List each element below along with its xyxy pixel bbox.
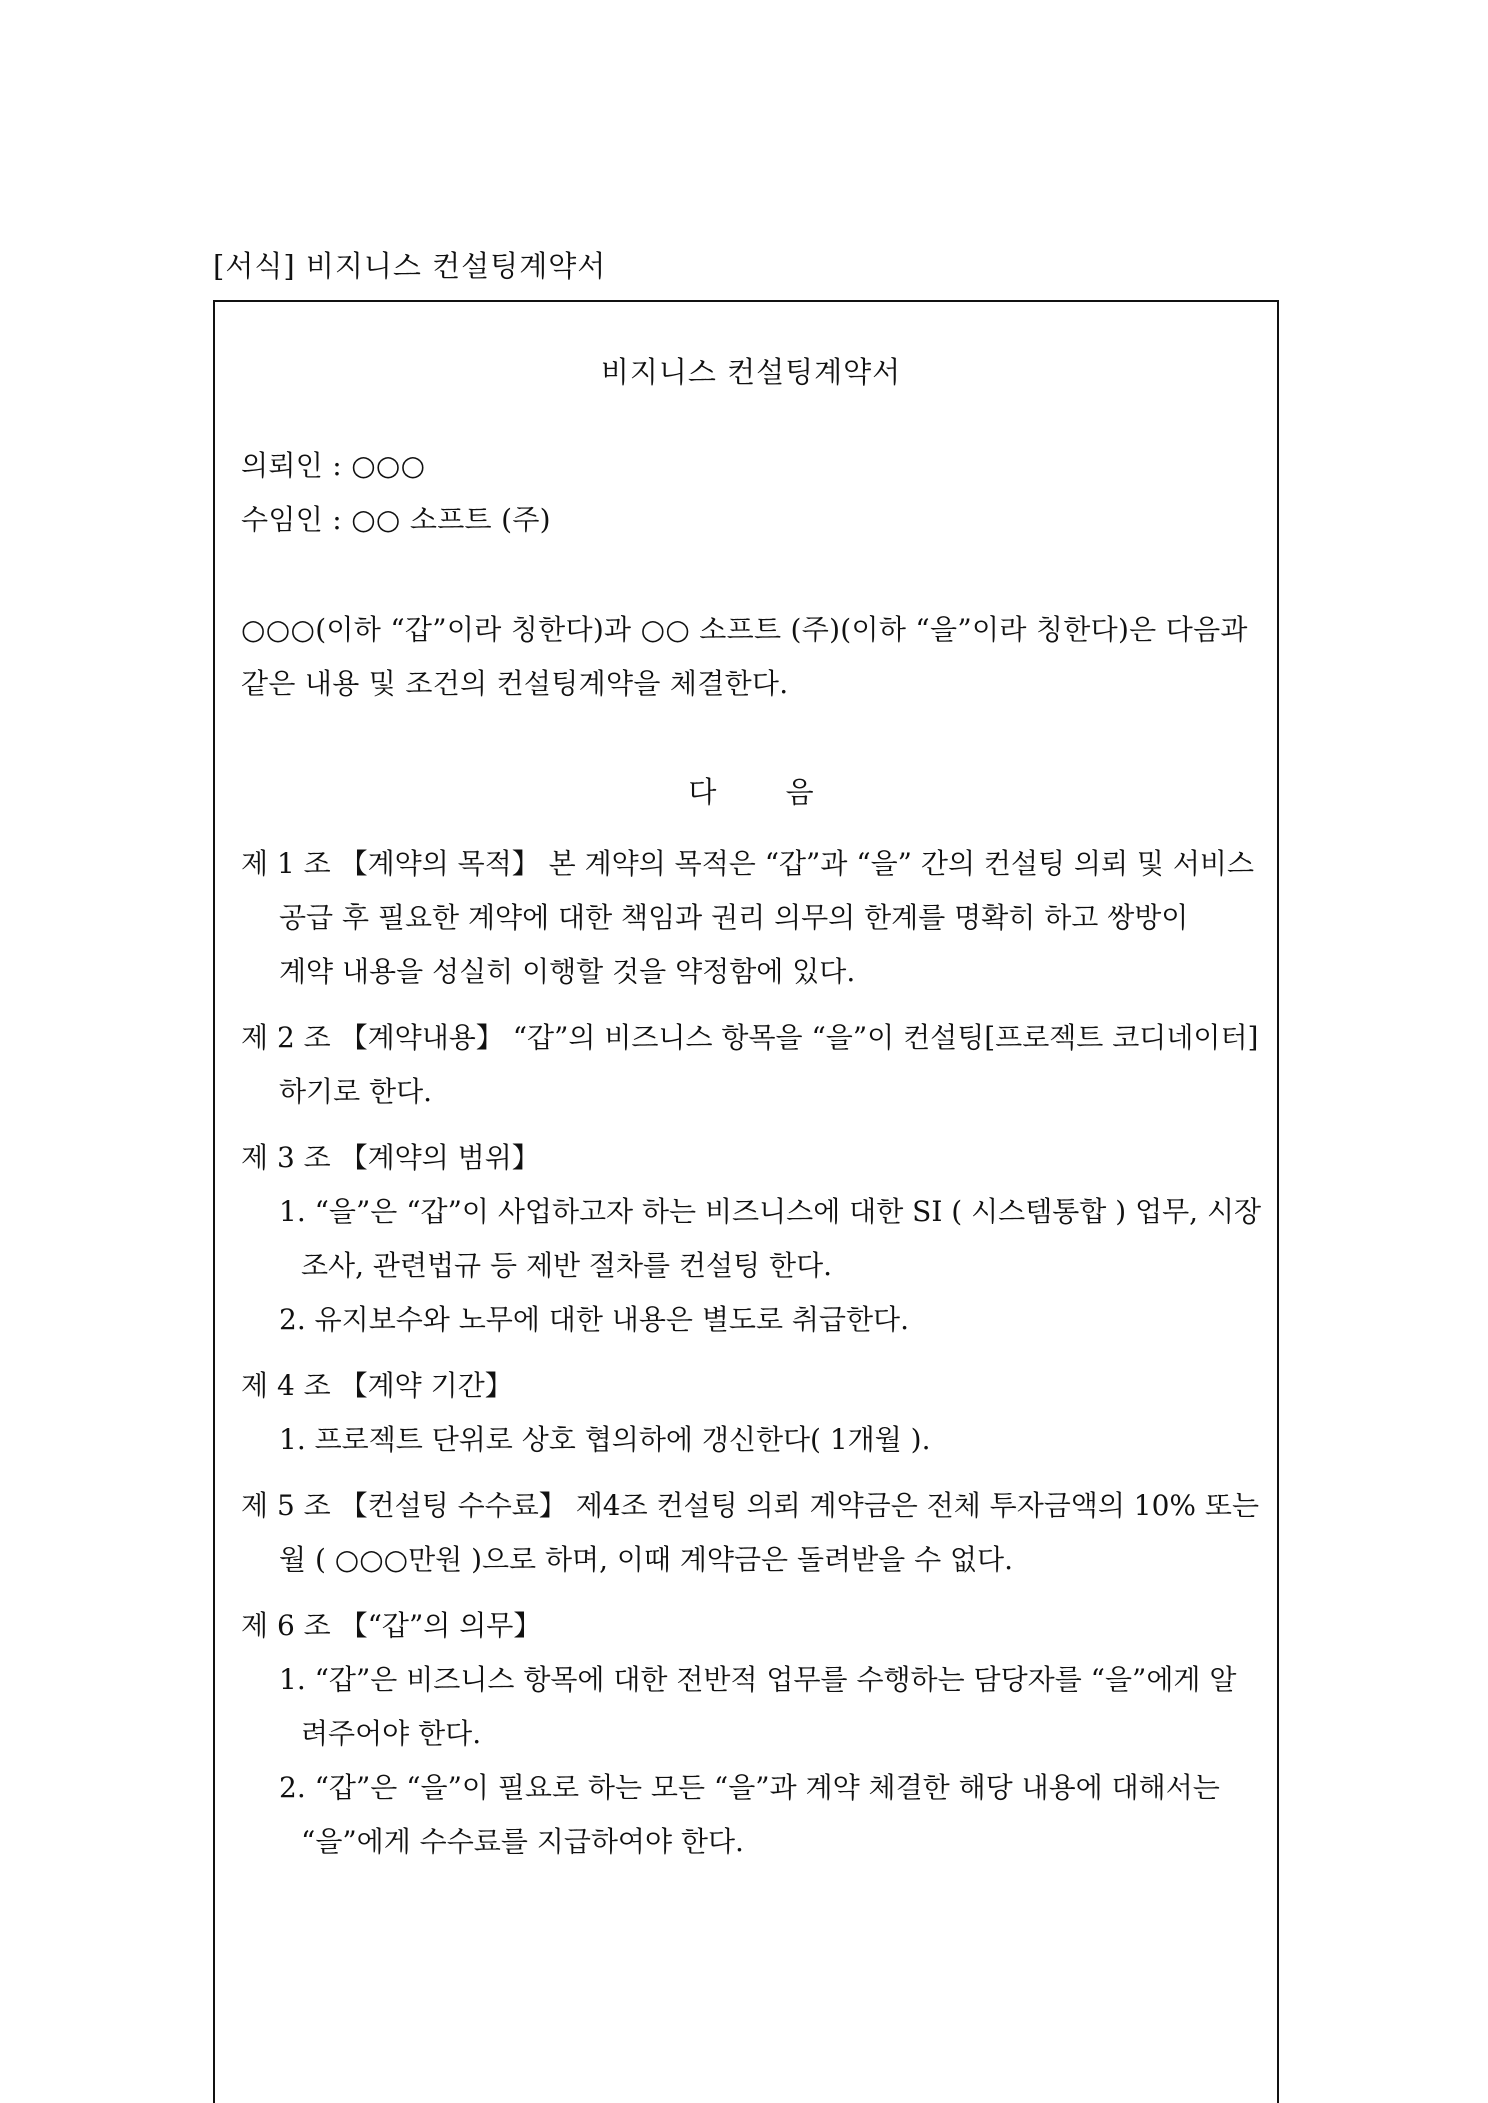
article-line: 2. “갑”은 “을”이 필요로 하는 모든 “을”과 계약 체결한 해당 내용에 대해서는 [279,1771,1220,1804]
preamble-line: 같은 내용 및 조건의 컨설팅계약을 체결한다. [241,667,789,700]
article-line: 2. 유지보수와 노무에 대한 내용은 별도로 취급한다. [279,1303,909,1336]
article-line: 공급 후 필요한 계약에 대한 책임과 권리 의무의 한계를 명확히 하고 쌍방이 [279,901,1189,934]
article-line: “을”에게 수수료를 지급하여야 한다. [301,1825,744,1858]
document-title: 비지니스 컨설팅계약서 [600,355,902,389]
contractor-label: 수임인 : [241,503,342,536]
preamble-line: ○○○(이하 “갑”이라 칭한다)과 ○○ 소프트 (주)(이하 “을”이라 칭한다)은 다음과 [241,613,1248,646]
article-line: 제 1 조 【계약의 목적】 본 계약의 목적은 “갑”과 “을” 간의 컨설팅 의뢰 및 서비스 [241,847,1255,880]
article-line: 월 ( ○○○만원 )으로 하며, 이때 계약금은 돌려받을 수 없다. [279,1543,1014,1576]
article-line: 제 3 조 【계약의 범위】 [241,1141,540,1174]
client-name: ○○○ [351,449,426,482]
article-line: 하기로 한다. [279,1075,433,1108]
contract-frame [213,300,1279,2103]
heading-next [241,770,1261,811]
client-label: 의뢰인 : [241,449,342,482]
heading-next-char: 음 [785,775,814,809]
form-label: [서식] 비지니스 컨설팅계약서 [213,249,607,283]
contractor-line [241,498,551,538]
article-line: 제 2 조 【계약내용】 “갑”의 비즈니스 항목을 “을”이 컨설팅[프로젝트 코디네이터] [241,1021,1259,1054]
article-line: 조사, 관련법규 등 제반 절차를 컨설팅 한다. [301,1249,833,1282]
article-line: 려주어야 한다. [301,1717,482,1750]
article-line: 1. “갑”은 비즈니스 항목에 대한 전반적 업무를 수행하는 담당자를 “을”에게 알 [279,1663,1237,1696]
client-line [241,444,425,484]
contractor-name: ○○ 소프트 (주) [351,503,551,536]
article-line: 제 5 조 【컨설팅 수수료】 제4조 컨설팅 의뢰 계약금은 전체 투자금액의 10% 또는 [241,1489,1260,1522]
article-line: 1. “을”은 “갑”이 사업하고자 하는 비즈니스에 대한 SI ( 시스템통합 ) 업무, 시장 [279,1195,1262,1228]
article-line: 제 4 조 【계약 기간】 [241,1369,513,1402]
article-line: 제 6 조 【“갑”의 의무】 [241,1609,542,1642]
article-line: 1. 프로젝트 단위로 상호 협의하에 갱신한다( 1개월 ). [279,1423,931,1456]
article-line: 계약 내용을 성실히 이행할 것을 약정함에 있다. [279,955,856,988]
heading-next-char: 다 [688,775,717,809]
